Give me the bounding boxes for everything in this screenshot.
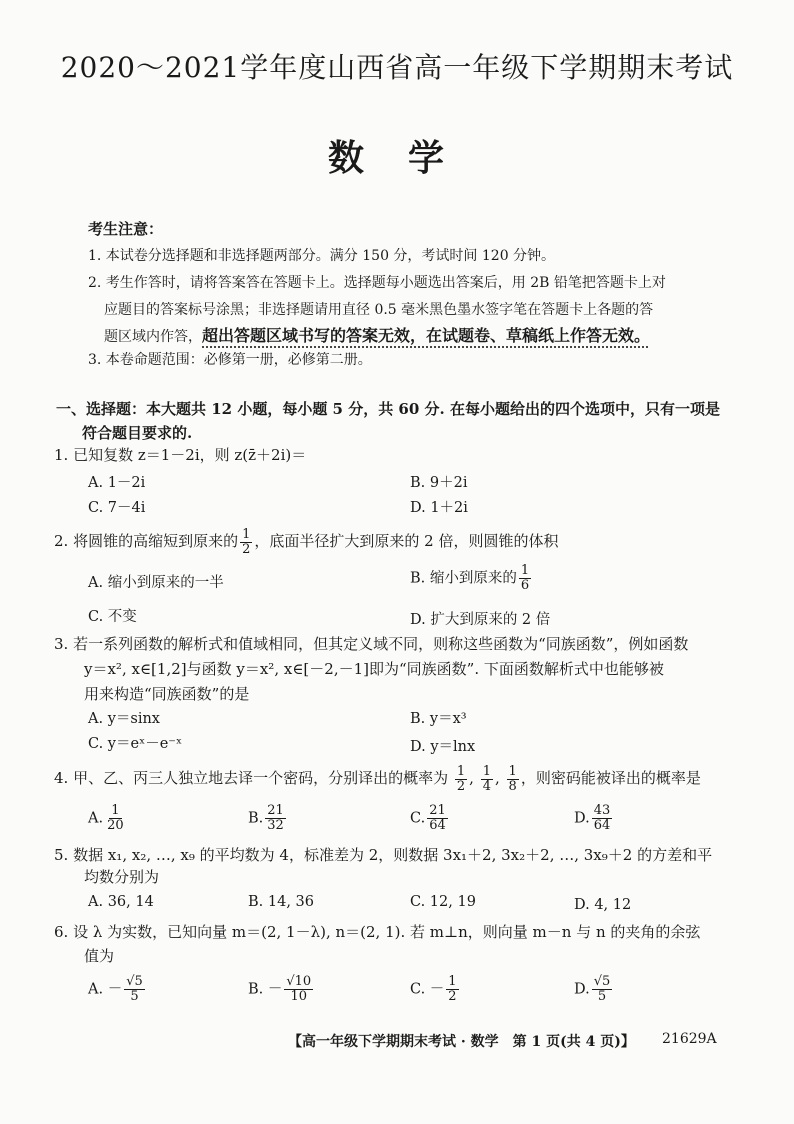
question-4-option-b: B. $\frac{21}{32}$: [248, 803, 284, 833]
question-5-line-1: 5. 数据 x₁, x₂, …, x₉ 的平均数为 4，标准差为 2，则数据 3x₁＋2, 3x₂＋2, …, 3x₉＋2 的方差和平: [54, 846, 713, 864]
question-1-option-d: D. 1＋2i: [410, 500, 468, 516]
question-6-option-a: A. － $\frac{√5}{5}$: [88, 974, 143, 1004]
exam-title: 2020～2021学年度山西省高一年级下学期期末考试: [60, 51, 734, 84]
question-2-option-c: C. 不变: [88, 609, 137, 625]
question-5-option-b: B. 14, 36: [248, 894, 314, 910]
notice-heading: 考生注意：: [88, 220, 164, 238]
question-2-option-d: D. 扩大到原来的 2 倍: [410, 612, 551, 628]
question-3-line-3: 用来构造“同族函数”的是: [84, 685, 250, 703]
question-3-option-d: D. y＝lnx: [410, 739, 476, 755]
question-5-option-c: C. 12, 19: [410, 894, 476, 910]
notice-item-3: 3. 本卷命题范围：必修第一册，必修第二册。: [88, 352, 372, 368]
question-2-option-b: B. 缩小到原来的 $\frac{1}{6}$: [410, 563, 530, 593]
question-3-option-a: A. y＝sinx: [88, 711, 160, 727]
question-2-option-a: A. 缩小到原来的一半: [88, 575, 224, 591]
question-2-stem: 2. 将圆锥的高缩短到原来的 $\frac{1}{2}$ ，底面半径扩大到原来的 2 倍，则圆锥的体积: [54, 526, 559, 557]
section-heading-line-2: 符合题目要求的.: [82, 424, 193, 442]
question-3-line-2: y＝x², x∈[1,2]与函数 y＝x², x∈[－2,－1]即为“同族函数”. 下面函数解析式中也能够被: [84, 660, 664, 678]
notice-item-1: 1. 本试卷分选择题和非选择题两部分。满分 150 分，考试时间 120 分钟。: [88, 248, 556, 264]
question-1-stem: 1. 已知复数 z＝1－2i，则 z(z̄＋2i)＝: [54, 446, 307, 464]
section-heading: 一、选择题：本大题共 12 小题，每小题 5 分，共 60 分. 在每小题给出的四个选项中，只有一项是: [56, 400, 720, 418]
question-6-option-d: D. $\frac{√5}{5}$: [574, 974, 611, 1004]
footer-exam-code: 21629A: [662, 1031, 717, 1047]
footer-page-info: 【高一年级下学期期末考试 · 数学 第 1 页(共 4 页)】: [288, 1034, 635, 1050]
notice-item-2-line-3: 题区域内作答，超出答题区域书写的答案无效，在试题卷、草稿纸上作答无效。: [104, 326, 651, 345]
question-6-line-1: 6. 设 λ 为实数，已知向量 m＝(2, 1－λ), n＝(2, 1). 若 m⊥n，则向量 m－n 与 n 的夹角的余弦: [54, 923, 701, 941]
question-5-option-a: A. 36, 14: [88, 894, 154, 910]
question-3-option-b: B. y＝x³: [410, 711, 467, 727]
question-3-line-1: 3. 若一系列函数的解析式和值域相同，但其定义域不同，则称这些函数为“同族函数”，例如函数: [54, 635, 689, 653]
question-6-option-c: C. － $\frac{1}{2}$: [410, 974, 457, 1004]
notice-item-2-line-1: 2. 考生作答时，请将答案答在答题卡上。选择题每小题选出答案后，用 2B 铅笔把答题卡上对: [88, 275, 666, 291]
question-4-option-c: C. $\frac{21}{64}$: [410, 803, 446, 833]
question-6-option-b: B. － $\frac{√10}{10}$: [248, 974, 312, 1004]
question-1-option-b: B. 9＋2i: [410, 475, 468, 491]
question-4-stem: 4. 甲、乙、丙三人独立地去译一个密码，分别译出的概率为 $\frac{1}{2}$ , $\frac{1}{4}$ , $\frac{1}{8}$ ，则密码能被译出的概率是: [54, 763, 701, 794]
question-5-option-d: D. 4, 12: [574, 897, 632, 913]
question-4-option-d: D. $\frac{43}{64}$: [574, 803, 611, 833]
question-3-option-c: C. y＝eˣ－e⁻ˣ: [88, 736, 183, 752]
question-1-option-a: A. 1－2i: [88, 475, 146, 491]
notice-emphasis: 超出答题区域书写的答案无效，在试题卷、草稿纸上作答无效。: [202, 326, 651, 345]
question-5-line-2: 均数分别为: [84, 868, 160, 886]
question-1-option-c: C. 7－4i: [88, 500, 146, 516]
notice-item-2-line-2: 应题目的答案标号涂黑；非选择题请用直径 0.5 毫米黑色墨水签字笔在答题卡上各题的答: [104, 302, 654, 318]
question-6-line-2: 值为: [84, 947, 115, 965]
fraction: $\frac{1}{2}$: [242, 526, 251, 557]
question-4-option-a: A. $\frac{1}{20}$: [88, 803, 124, 833]
subject-title: 数学: [327, 137, 488, 179]
